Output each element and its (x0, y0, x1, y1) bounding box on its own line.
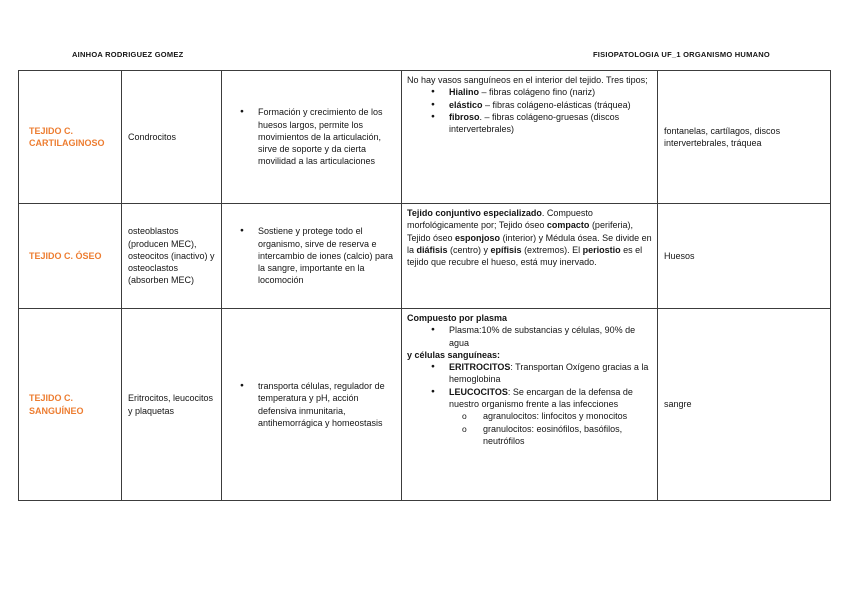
bold-text: Tejido conjuntivo especializado (407, 208, 542, 218)
bullet-marker-icon: o (462, 423, 467, 434)
functions-cell (222, 71, 402, 204)
bullet-marker-icon: ● (240, 381, 244, 389)
bullet-item (407, 386, 652, 411)
bullet-text (449, 361, 652, 386)
tissue-name-cell (19, 204, 122, 309)
text: Plasma:10% de substancias y células, 90% de agua (449, 325, 636, 348)
text: – fibras colágeno-elásticas (tráquea) (482, 99, 631, 110)
text: Formación y crecimiento de los huesos largos, permite los movimientos de la articulación, sirve de soporte y da cierta movilidad a las articulaciones (258, 107, 383, 167)
paragraph (407, 207, 652, 268)
bullet-item (407, 324, 652, 349)
table-row-sanguineo (19, 309, 831, 501)
bold-text: Compuesto por plasma (407, 313, 508, 323)
examples-cell: sangre (658, 309, 831, 501)
paragraph (407, 349, 652, 361)
bold-text: compacto (546, 220, 590, 231)
bullet-marker-icon: ● (431, 387, 435, 395)
bold-text: fibroso (449, 111, 480, 122)
paragraph (407, 74, 652, 86)
text: transporta células, regulador de temperatura y pH, acción defensiva inmunitaria, antihemorrágica y homeostasis (258, 380, 385, 428)
cell-types-cell: Condrocitos (122, 71, 222, 204)
bullet-text (258, 225, 395, 286)
bullet-item (407, 111, 652, 136)
bullet-text (449, 99, 652, 111)
tissue-name: TEJIDO C. CARTILAGINOSO (29, 125, 105, 148)
bullet-item (228, 225, 395, 286)
text: (periferia), Tejido óseo (407, 220, 633, 243)
text: . – fibras colágeno-gruesas (discos intervertebrales) (449, 111, 620, 135)
bold-text: elástico (449, 99, 483, 110)
bullet-marker-icon: ● (240, 227, 244, 235)
bullet-marker-icon: ● (431, 88, 435, 96)
bullet-text (449, 386, 652, 411)
bullet-marker-icon: ● (431, 326, 435, 334)
bullet-item (407, 99, 652, 111)
text: (extremos). El (521, 244, 583, 255)
bold-text: epífisis (490, 244, 522, 255)
cell-types-cell: Eritrocitos, leucocitos y plaquetas (122, 309, 222, 501)
bullet-text (449, 86, 652, 98)
bullet-marker-icon: ● (240, 108, 244, 116)
bold-text: periostio (582, 244, 621, 255)
bullet-text (449, 324, 652, 349)
bullet-text (483, 410, 652, 422)
bullet-marker-icon: o (462, 411, 467, 422)
bullet-item (407, 361, 652, 386)
text: (centro) y (447, 244, 491, 255)
tissue-table (18, 70, 831, 501)
description-cell (402, 204, 658, 309)
header-course-title: FISIOPATOLOGIA UF_1 ORGANISMO HUMANO (592, 50, 770, 59)
bold-text: esponjoso (455, 232, 501, 243)
cell-types-cell: osteoblastos (producen MEC), osteocitos (inactivo) y osteoclastos (absorben MEC) (122, 204, 222, 309)
paragraph (407, 312, 652, 324)
text: Sostiene y protege todo el organismo, sirve de reserva e intercambio de iones (calcio) para la sangre, importante en la locomoción (258, 226, 394, 286)
bullet-item (228, 380, 395, 429)
tissue-name: TEJIDO C. ÓSEO (29, 250, 102, 261)
examples-cell: Huesos (658, 204, 831, 309)
text: es el tejido que recubre el hueso, está muy inervado. (407, 244, 643, 268)
bold-text: LEUCOCITOS (449, 386, 508, 397)
text: . Compuesto morfológicamente por; Tejido óseo (407, 208, 593, 231)
bullet-text (258, 106, 395, 167)
bullet-text (258, 380, 395, 429)
page-header (72, 50, 770, 59)
bullet-item (407, 86, 652, 98)
tissue-name-cell (19, 309, 122, 501)
bullet-marker-icon: ● (431, 363, 435, 371)
text: agranulocitos: linfocitos y monocitos (483, 411, 628, 422)
text: No hay vasos sanguíneos en el interior del tejido. Tres tipos; (407, 75, 648, 85)
bullet-item (228, 106, 395, 167)
bullet-text (483, 423, 652, 448)
tissue-name: TEJIDO C. SANGUÍNEO (29, 393, 84, 416)
functions-cell (222, 204, 402, 309)
header-author: AINHOA RODRIGUEZ GOMEZ (72, 50, 184, 59)
bold-text: ERITROCITOS (449, 362, 511, 373)
bold-text: diáfisis (416, 244, 448, 255)
bullet-item (407, 423, 652, 448)
bullet-text (449, 111, 652, 136)
examples-cell: fontanelas, cartílagos, discos intervertebrales, tráquea (658, 71, 831, 204)
description-cell (402, 309, 658, 501)
text: : Transportan Oxígeno gracias a la hemoglobina (449, 362, 649, 385)
bold-text: y células sanguíneas: (407, 349, 501, 360)
table-row-cartilaginoso (19, 71, 831, 204)
bold-text: Hialino (449, 87, 480, 98)
functions-cell (222, 309, 402, 501)
bullet-marker-icon: ● (431, 100, 435, 108)
description-cell (402, 71, 658, 204)
text: (interior) y Médula ósea. Se divide en la (407, 232, 652, 255)
bullet-marker-icon: ● (431, 112, 435, 120)
table-row-oseo (19, 204, 831, 309)
text: – fibras colágeno fino (nariz) (479, 87, 596, 98)
tissue-name-cell (19, 71, 122, 204)
text: : Se encargan de la defensa de nuestro organismo frente a las infecciones (449, 386, 633, 410)
bullet-item (407, 410, 652, 422)
text: granulocitos: eosinófilos, basófilos, neutrófilos (483, 423, 623, 446)
